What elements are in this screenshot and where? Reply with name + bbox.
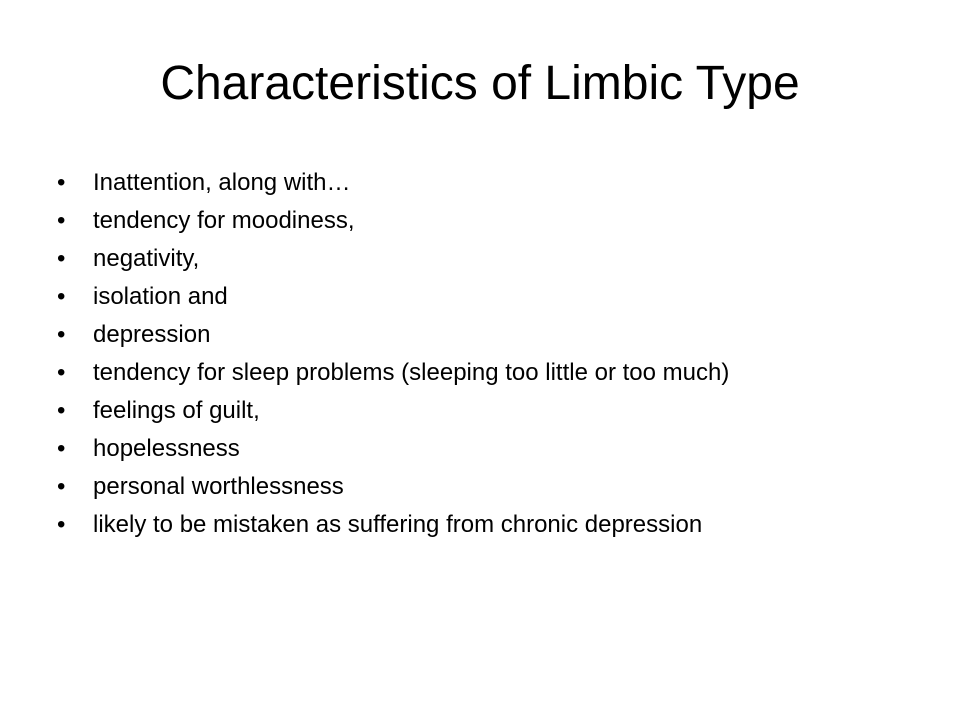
bullet-icon: • bbox=[57, 511, 66, 538]
bullet-text: isolation and bbox=[93, 283, 228, 310]
bullet-icon: • bbox=[57, 397, 66, 424]
bullet-text: tendency for sleep problems (sleeping too little or too much) bbox=[93, 359, 730, 386]
bullet-text: likely to be mistaken as suffering from chronic depression bbox=[93, 511, 703, 538]
list-item bbox=[57, 436, 867, 461]
slide-title: Characteristics of Limbic Type bbox=[160, 57, 800, 110]
bullet-icon: • bbox=[57, 169, 66, 196]
list-item bbox=[57, 512, 867, 537]
list-item bbox=[57, 170, 867, 195]
list-item bbox=[57, 246, 867, 271]
list-item bbox=[57, 284, 867, 309]
bullet-text: depression bbox=[93, 321, 211, 348]
bullet-text: feelings of guilt, bbox=[93, 397, 260, 424]
list-item bbox=[57, 398, 867, 423]
bullet-icon: • bbox=[57, 283, 66, 310]
bullet-icon: • bbox=[57, 473, 66, 500]
bullet-list bbox=[57, 170, 867, 550]
list-item bbox=[57, 322, 867, 347]
bullet-text: tendency for moodiness, bbox=[93, 207, 355, 234]
bullet-text: negativity, bbox=[93, 245, 200, 272]
bullet-text: personal worthlessness bbox=[93, 473, 344, 500]
bullet-text: Inattention, along with… bbox=[93, 169, 351, 196]
bullet-icon: • bbox=[57, 359, 66, 386]
bullet-icon: • bbox=[57, 207, 66, 234]
list-item bbox=[57, 360, 867, 385]
bullet-text: hopelessness bbox=[93, 435, 240, 462]
bullet-icon: • bbox=[57, 245, 66, 272]
list-item bbox=[57, 208, 867, 233]
bullet-icon: • bbox=[57, 435, 66, 462]
list-item bbox=[57, 474, 867, 499]
bullet-icon: • bbox=[57, 321, 66, 348]
